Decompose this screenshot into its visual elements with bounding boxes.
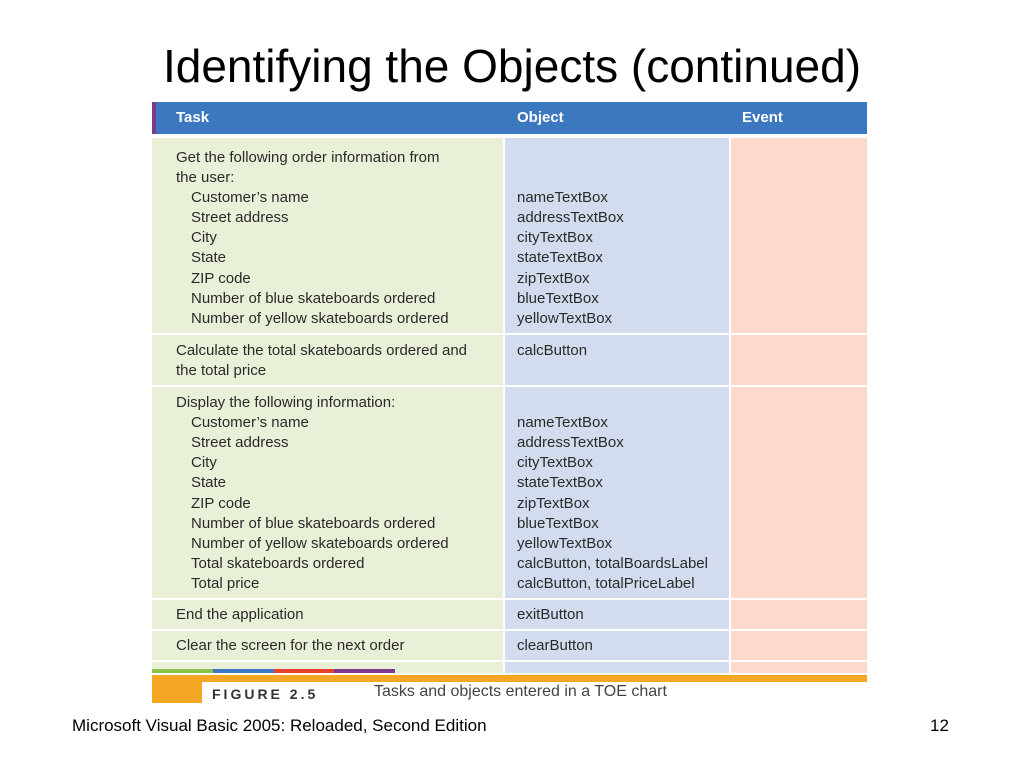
task-line: Total skateboards ordered xyxy=(191,554,365,572)
object-line xyxy=(517,361,725,381)
object-line: cityTextBox xyxy=(517,229,593,247)
task-line: Customer’s name xyxy=(191,414,309,432)
object-cell xyxy=(505,631,729,660)
task-cell xyxy=(152,387,503,598)
toe-chart-table xyxy=(152,102,867,675)
task-line: Number of yellow skateboards ordered xyxy=(191,534,449,552)
table-row xyxy=(152,387,867,598)
task-line: Clear the screen for the next order xyxy=(176,637,405,655)
task-line: Street address xyxy=(191,209,289,227)
object-line xyxy=(517,168,725,188)
task-line: Customer’s name xyxy=(191,189,309,207)
task-line: City xyxy=(191,229,217,247)
figure-label: FIGURE 2.5 xyxy=(212,686,319,702)
task-line: End the application xyxy=(176,605,304,623)
table-body xyxy=(152,134,867,673)
figure-caption-bar xyxy=(152,669,867,703)
task-cell xyxy=(152,600,503,629)
task-line: ZIP code xyxy=(191,494,251,512)
object-cell xyxy=(505,335,729,385)
object-cell xyxy=(505,600,729,629)
task-line: Total price xyxy=(191,574,260,592)
object-line: blueTextBox xyxy=(517,289,599,307)
event-cell xyxy=(731,335,867,385)
figure-accent-bar xyxy=(152,675,867,682)
object-line: nameTextBox xyxy=(517,189,608,207)
table-row xyxy=(152,600,867,629)
header-object: Object xyxy=(517,109,564,126)
color-stripes xyxy=(152,669,395,673)
object-line xyxy=(517,148,725,168)
table-row xyxy=(152,138,867,333)
task-cell xyxy=(152,631,503,660)
header-accent xyxy=(152,102,156,134)
task-line: Calculate the total skateboards ordered and xyxy=(176,341,468,359)
task-line: Get the following order information from xyxy=(176,149,440,166)
event-cell xyxy=(731,631,867,660)
object-line: addressTextBox xyxy=(517,209,624,227)
object-line: cityTextBox xyxy=(517,454,593,472)
table-header xyxy=(152,102,867,134)
object-line: zipTextBox xyxy=(517,269,590,287)
object-line: stateTextBox xyxy=(517,474,603,492)
object-line: addressTextBox xyxy=(517,434,624,452)
object-line: yellowTextBox xyxy=(517,309,613,327)
object-line: blueTextBox xyxy=(517,514,599,532)
task-line: ZIP code xyxy=(191,269,251,287)
object-line: stateTextBox xyxy=(517,249,603,267)
figure-accent-block xyxy=(152,675,202,703)
header-task: Task xyxy=(176,109,210,126)
table-row xyxy=(152,335,867,385)
object-line: nameTextBox xyxy=(517,414,608,432)
event-cell xyxy=(731,387,867,598)
task-cell xyxy=(152,335,503,385)
task-cell xyxy=(152,138,503,333)
task-line: Number of blue skateboards ordered xyxy=(191,289,436,307)
task-line: Display the following information: xyxy=(176,394,396,412)
figure-caption: Tasks and objects entered in a TOE chart xyxy=(374,683,667,700)
task-line: Number of blue skateboards ordered xyxy=(191,514,436,532)
slide-footer: Microsoft Visual Basic 2005: Reloaded, Second Edition xyxy=(72,716,487,735)
object-line: calcButton xyxy=(517,341,588,359)
task-line: Number of yellow skateboards ordered xyxy=(191,309,449,327)
object-line: zipTextBox xyxy=(517,494,590,512)
object-line: exitButton xyxy=(517,605,584,623)
header-event: Event xyxy=(742,109,783,126)
object-line: clearButton xyxy=(517,637,593,655)
task-line: City xyxy=(191,454,217,472)
object-cell xyxy=(505,387,729,598)
event-cell xyxy=(731,600,867,629)
object-line: yellowTextBox xyxy=(517,534,613,552)
object-line: calcButton, totalPriceLabel xyxy=(517,574,695,592)
object-line xyxy=(517,393,725,413)
table-row xyxy=(152,631,867,660)
task-line: Street address xyxy=(191,434,289,452)
task-line: the total price xyxy=(176,361,267,379)
task-line: State xyxy=(191,474,227,492)
task-line: the user: xyxy=(176,169,235,187)
task-line: State xyxy=(191,249,227,267)
slide-number: 12 xyxy=(930,716,949,735)
object-line: calcButton, totalBoardsLabel xyxy=(517,554,708,572)
object-cell xyxy=(505,138,729,333)
slide-title: Identifying the Objects (continued) xyxy=(162,40,862,92)
event-cell xyxy=(731,138,867,333)
